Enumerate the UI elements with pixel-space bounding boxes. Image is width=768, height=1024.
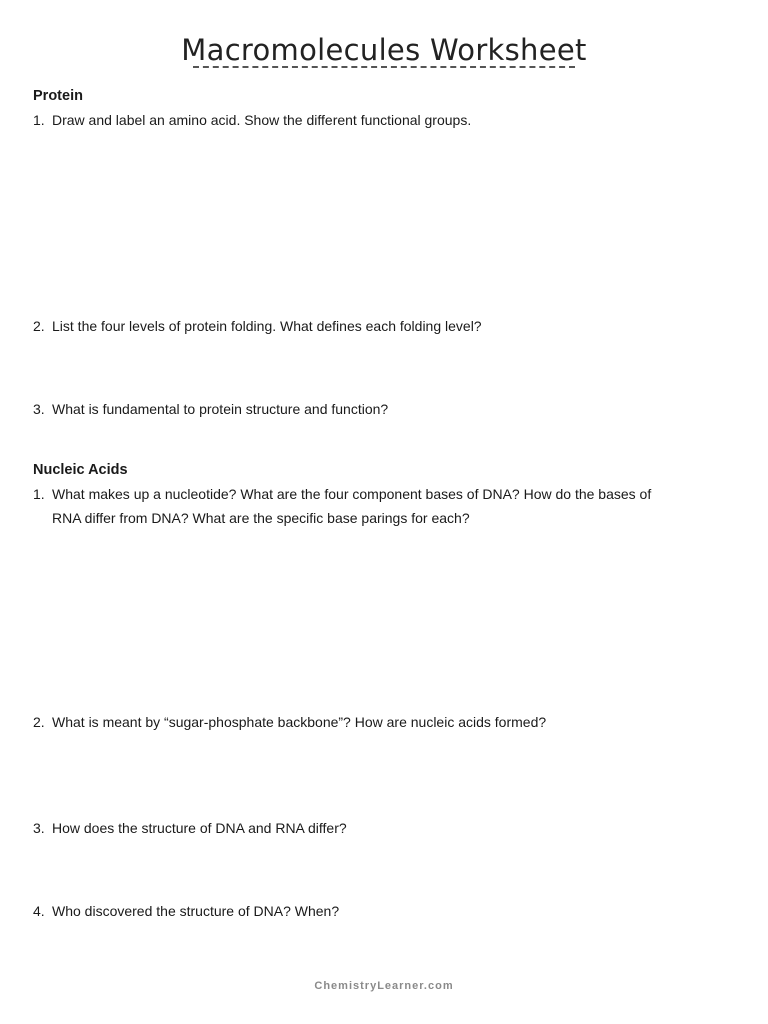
section-heading-nucleic-acids: Nucleic Acids xyxy=(33,462,128,478)
question-text: What is meant by “sugar-phosphate backbone”? How are nucleic acids formed? xyxy=(52,714,547,730)
question-text-line-1: What makes up a nucleotide? What are the four component bases of DNA? How do the bases of xyxy=(52,486,652,502)
question-text-line-2: RNA differ from DNA? What are the specific base parings for each? xyxy=(52,510,470,526)
question-text: What is fundamental to protein structure and function? xyxy=(52,401,389,417)
protein-question-3 xyxy=(33,397,388,421)
question-text: How does the structure of DNA and RNA differ? xyxy=(52,820,347,836)
protein-question-1 xyxy=(33,108,471,132)
nucleic-question-4 xyxy=(33,899,339,923)
section-heading-protein: Protein xyxy=(33,88,83,104)
question-text: Draw and label an amino acid. Show the different functional groups. xyxy=(52,112,472,128)
question-number: 3. xyxy=(33,820,45,836)
question-number: 1. xyxy=(33,486,45,502)
protein-question-2 xyxy=(33,314,482,338)
question-number: 2. xyxy=(33,318,45,334)
nucleic-question-2 xyxy=(33,710,546,734)
question-text: Who discovered the structure of DNA? When? xyxy=(52,903,340,919)
footer-source: ChemistryLearner.com xyxy=(314,980,454,992)
nucleic-question-1 xyxy=(33,482,651,530)
question-number: 3. xyxy=(33,401,45,417)
question-number: 1. xyxy=(33,112,45,128)
title-dashed-underline xyxy=(193,66,575,68)
question-text: List the four levels of protein folding. What defines each folding level? xyxy=(52,318,482,334)
question-number: 4. xyxy=(33,903,45,919)
nucleic-question-3 xyxy=(33,816,347,840)
worksheet-title: Macromolecules Worksheet xyxy=(181,33,587,67)
question-number: 2. xyxy=(33,714,45,730)
